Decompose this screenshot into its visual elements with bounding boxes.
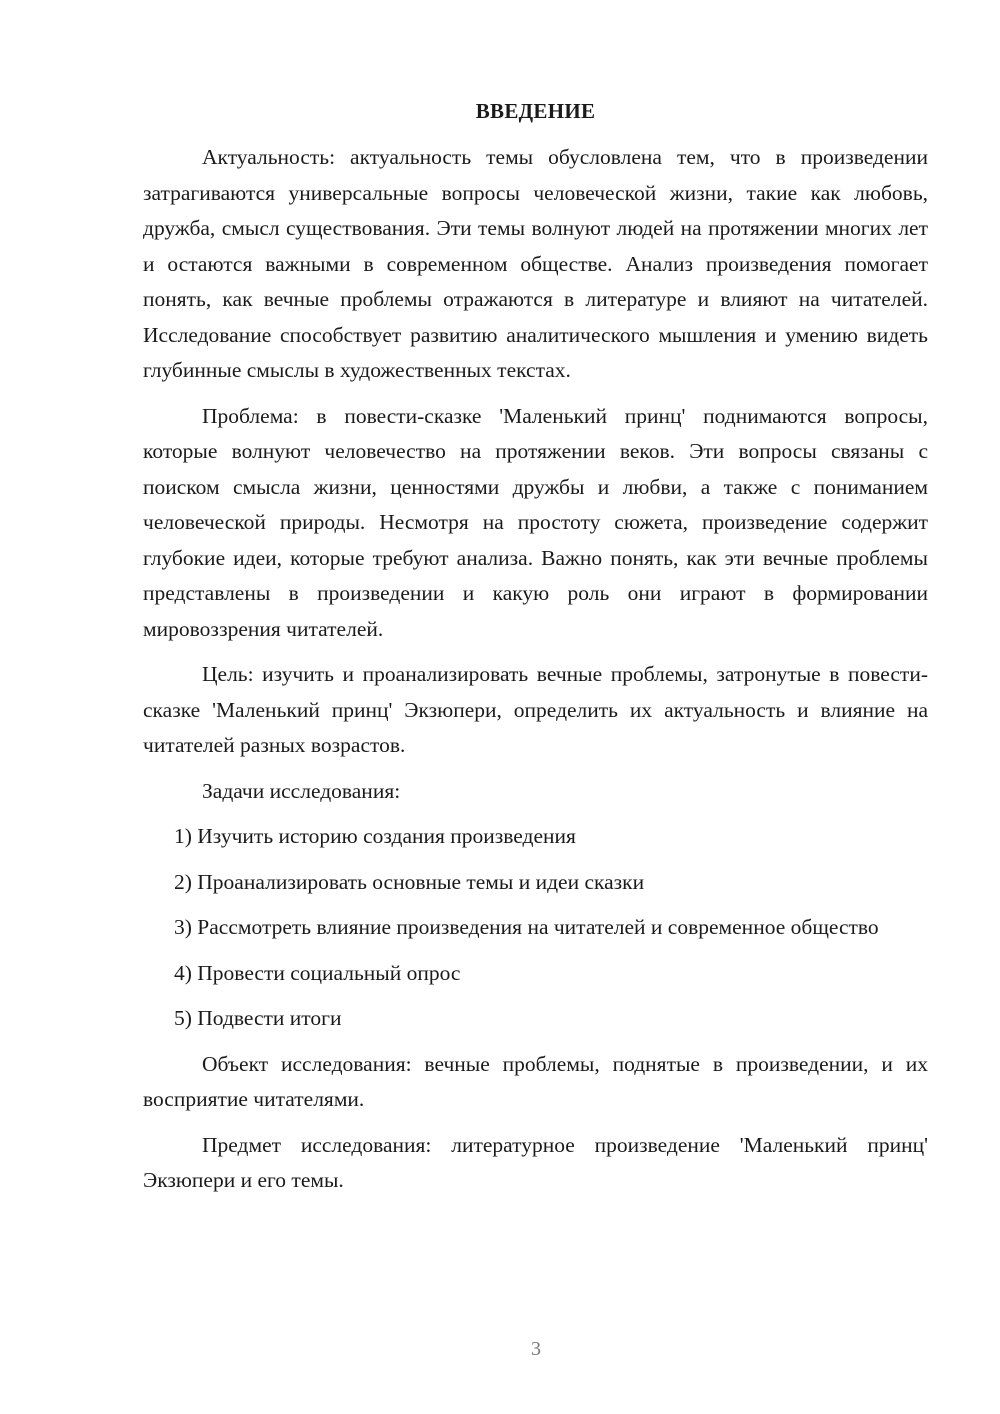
page-heading: ВВЕДЕНИЕ	[475, 99, 596, 123]
paragraph-relevance: Актуальность: актуальность темы обусловлена тем, что в произведении затрагиваются универсальные вопросы человеческой жизни, такие как любовь, дружба, смысл существования. Эти темы волнуют людей на протяжении многих лет и остаются важными в современном обществе. Анализ произведения помогает понять, как вечные проблемы отражаются в литературе и влияют на читателей. Исследование способствует развитию аналитического мышления и умению видеть глубинные смыслы в художественных текстах.	[143, 145, 928, 382]
paragraph-goal: Цель: изучить и проанализировать вечные проблемы, затронутые в повести-сказке 'Маленький принц' Экзюпери, определить их актуальность и влияние на читателей разных возрастов.	[143, 662, 928, 757]
task-item-2: 2) Проанализировать основные темы и идеи сказки	[174, 869, 645, 894]
paragraph-object: Объект исследования: вечные проблемы, поднятые в произведении, и их восприятие читателями.	[143, 1051, 928, 1111]
document-body	[143, 140, 928, 1199]
task-item-1: 1) Изучить историю создания произведения	[174, 824, 576, 848]
task-item-5: 5) Подвести итоги	[174, 1006, 342, 1030]
task-item-4: 4) Провести социальный опрос	[174, 960, 461, 985]
paragraph-subject: Предмет исследования: литературное произведение 'Маленький принц' Экзюпери и его темы.	[143, 1132, 928, 1192]
paragraph-problem: Проблема: в повести-сказке 'Маленький принц' поднимаются вопросы, которые волнуют человечество на протяжении веков. Эти вопросы связаны с поиском смысла жизни, ценностями дружбы и любви, а также с пониманием человеческой природы. Несмотря на простоту сюжета, произведение содержит глубокие идеи, которые требуют анализа. Важно понять, как эти вечные проблемы представлены в произведении и какую роль они играют в формировании мировоззрения читателей.	[143, 403, 928, 641]
page-number: 3	[531, 1338, 541, 1360]
task-item-3: 3) Рассмотреть влияние произведения на читателей и современное общество	[174, 915, 879, 939]
paragraph-tasks-title: Задачи исследования:	[202, 778, 401, 803]
